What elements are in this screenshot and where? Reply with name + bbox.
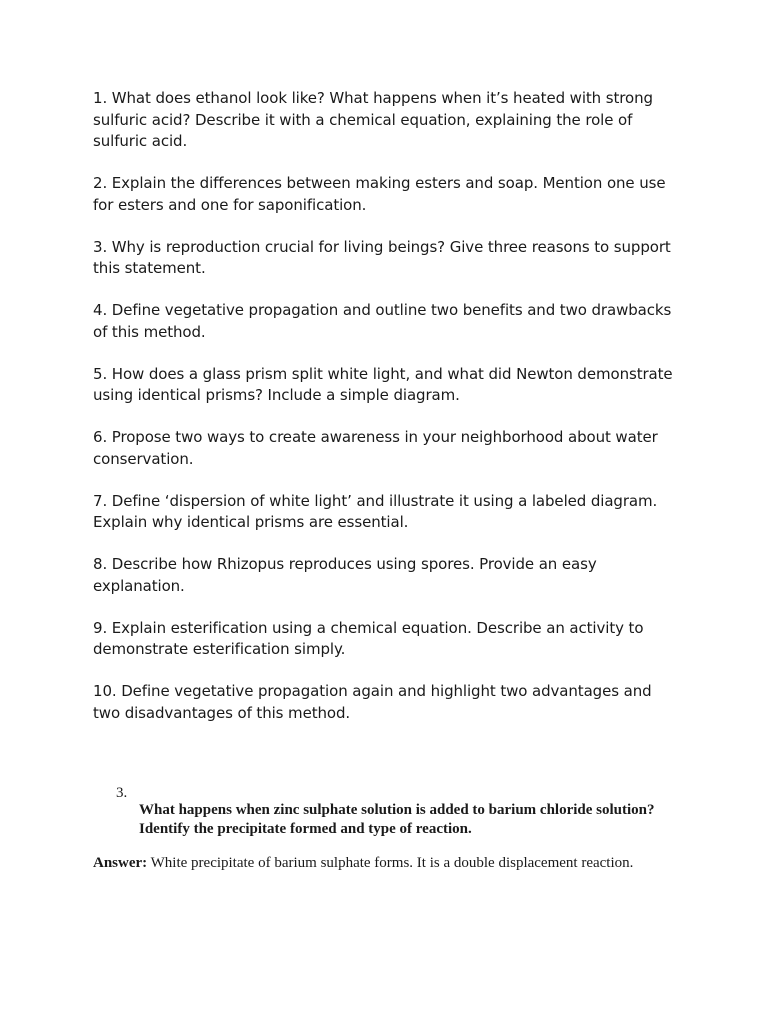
answer-question-number: 3. [116, 785, 128, 801]
question-list [93, 88, 683, 745]
question-10: 10. Define vegetative propagation again and highlight two advantages and two disadvantages of this method. [93, 682, 652, 722]
question-4: 4. Define vegetative propagation and outline two benefits and two drawbacks of this method. [93, 301, 672, 341]
question-1: 1. What does ethanol look like? What happens when it’s heated with strong sulfuric acid? Describe it with a chemical equation, explaining the role of sulfuric acid. [93, 89, 653, 150]
answer-question-text: What happens when zinc sulphate solution is added to barium chloride solution? Identify the precipitate formed and type of reaction. [139, 802, 655, 837]
question-6: 6. Propose two ways to create awareness in your neighborhood about water conservation. [93, 428, 658, 468]
question-3: 3. Why is reproduction crucial for living beings? Give three reasons to support this statement. [93, 237, 671, 277]
answer-label: Answer: [93, 855, 148, 871]
question-8: 8. Describe how Rhizopus reproduces using spores. Provide an easy explanation. [93, 555, 597, 595]
question-9: 9. Explain esterification using a chemical equation. Describe an activity to demonstrate esterification simply. [93, 618, 644, 658]
answer-text-line [93, 854, 673, 873]
question-2: 2. Explain the differences between making esters and soap. Mention one use for esters and one for saponification. [93, 174, 666, 214]
question-5: 5. How does a glass prism split white light, and what did Newton demonstrate using identical prisms? Include a simple diagram. [93, 364, 673, 404]
answer-text: White precipitate of barium sulphate forms. It is a double displacement reaction. [147, 855, 634, 871]
question-7: 7. Define ‘dispersion of white light’ and illustrate it using a labeled diagram. Explain why identical prisms are essential. [93, 491, 658, 531]
